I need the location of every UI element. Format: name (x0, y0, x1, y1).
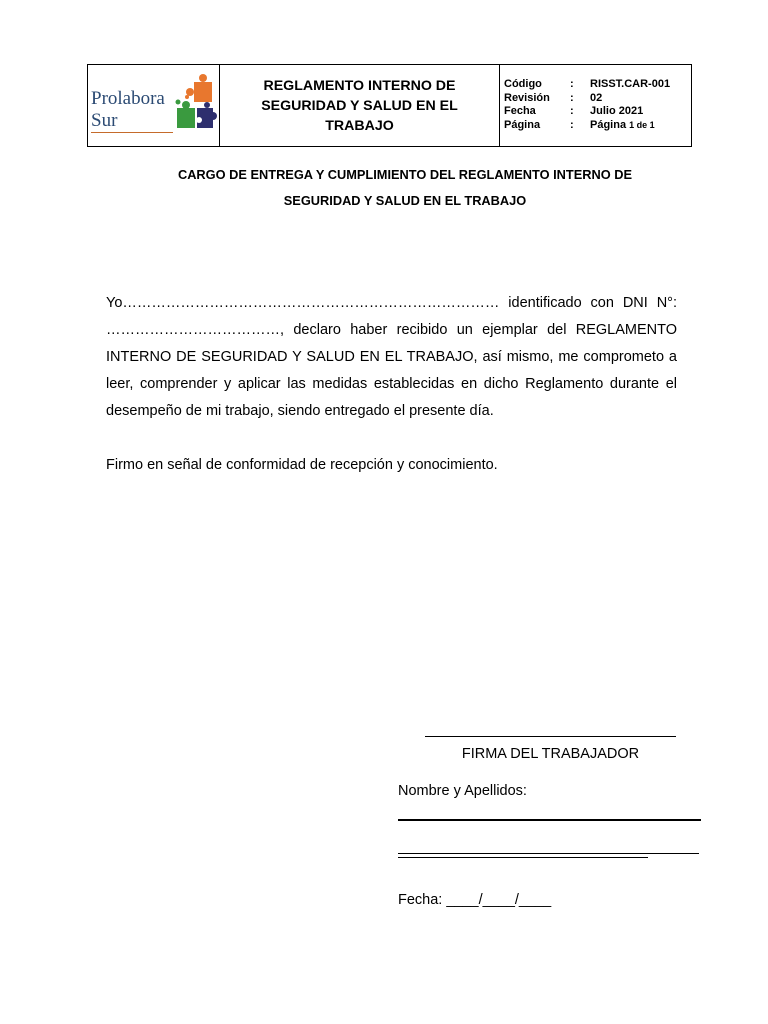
meta-value: Julio 2021 (590, 105, 644, 117)
meta-sep: : (570, 105, 574, 117)
meta-sep: : (570, 91, 574, 104)
company-logo (88, 65, 220, 146)
logo-underline (91, 132, 173, 133)
logo-line2: Sur (91, 110, 118, 131)
meta-value: 02 (590, 91, 603, 104)
name-label: Nombre y Apellidos: (398, 783, 527, 799)
meta-sep: : (570, 118, 574, 131)
meta-row-fecha (504, 105, 691, 119)
puzzle-logo-icon (172, 70, 218, 134)
meta-row-codigo (504, 78, 691, 92)
document-metadata (500, 65, 691, 146)
conformity-paragraph: Firmo en señal de conformidad de recepción y conocimiento. (106, 457, 498, 473)
meta-value (590, 119, 655, 133)
logo-line1: Prolabora (91, 88, 165, 109)
page-count: 1 de 1 (629, 119, 655, 130)
name-line-2 (398, 853, 699, 854)
header-title-cell (220, 65, 500, 146)
meta-sep: : (570, 78, 574, 90)
date-label: Fecha: ____/____/____ (398, 892, 552, 908)
page-word: Página (590, 118, 627, 131)
meta-key: Página (504, 118, 541, 131)
declaration-paragraph: Yo…………………………………………………………………… identificado con DNI N°: ………………………………, declaro haber recibido un ejemplar del REGLAMENTO INTERNO DE SEGURIDAD Y SALUD EN EL TRABAJO, así mismo, me comprometo a leer, comprender y aplicar las medidas establecidas en dicho Reglamento durante el desempeño de mi trabajo, siendo entregado el presente día. (106, 295, 677, 419)
meta-key: Código (504, 78, 542, 90)
document-subtitle: CARGO DE ENTREGA Y CUMPLIMIENTO DEL REGLAMENTO INTERNO DE SEGURIDAD Y SALUD EN EL TRABAJO (177, 167, 633, 208)
meta-row-revision (504, 92, 691, 106)
signature-label: FIRMA DEL TRABAJADOR (461, 746, 640, 762)
name-line-3 (398, 857, 648, 858)
signature-line (425, 736, 676, 737)
meta-key: Revisión (504, 91, 550, 104)
meta-value: RISST.CAR-001 (590, 78, 671, 90)
logo-text (91, 88, 165, 132)
meta-row-pagina (504, 119, 691, 133)
document-title: REGLAMENTO INTERNO DE SEGURIDAD Y SALUD EN EL TRABAJO (261, 77, 458, 134)
name-line (398, 819, 701, 821)
document-header (87, 64, 692, 147)
meta-key: Fecha (504, 105, 536, 117)
